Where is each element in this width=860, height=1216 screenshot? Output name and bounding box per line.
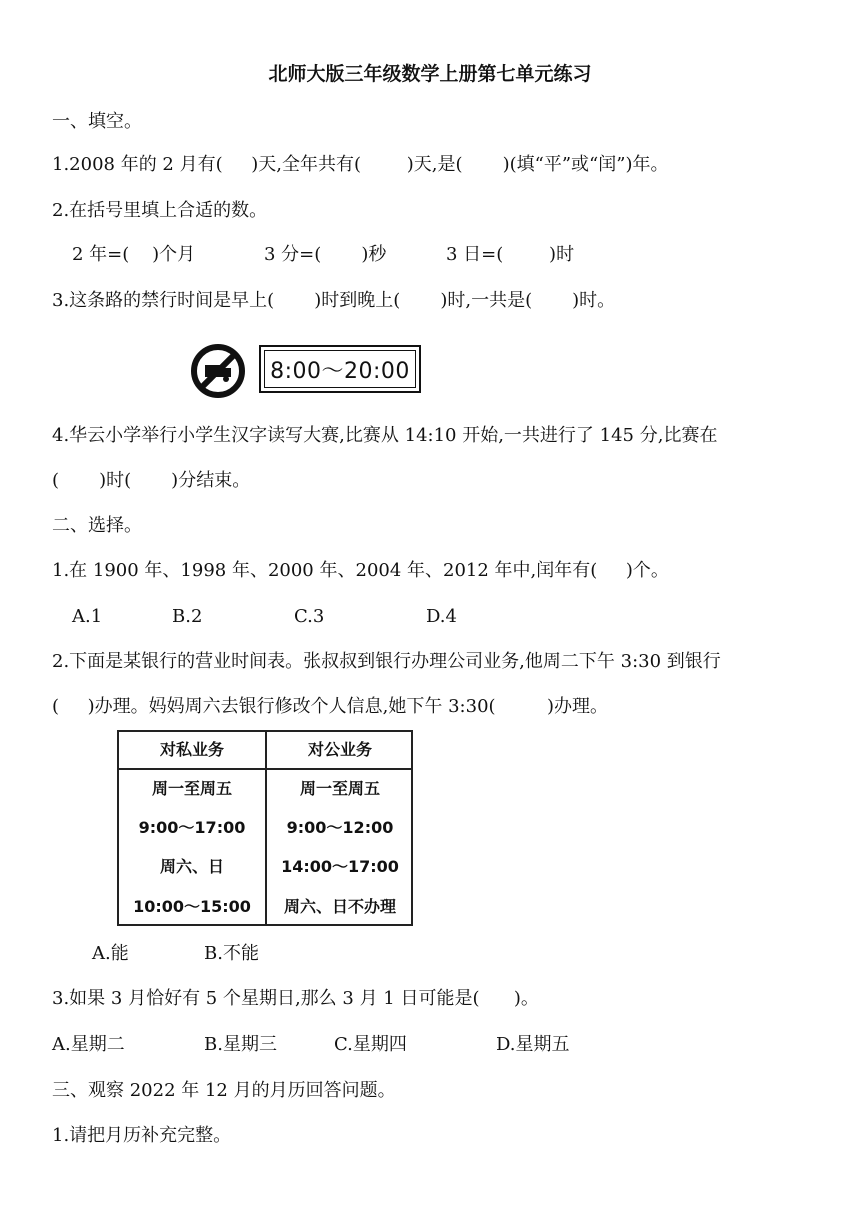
s2-question-1: 1.在 1900 年、1998 年、2000 年、2004 年、2012 年中,闰年有( )个。 bbox=[52, 560, 669, 581]
s2-q2-option-a: A.能 bbox=[92, 943, 129, 964]
s2-q3-option-a: A.星期二 bbox=[52, 1034, 125, 1055]
section2-heading: 二、选择。 bbox=[52, 515, 142, 536]
section3-heading: 三、观察 2022 年 12 月的月历回答问题。 bbox=[52, 1080, 396, 1101]
bank-hours-table bbox=[117, 730, 413, 926]
s2-q2-option-b: B.不能 bbox=[204, 943, 259, 964]
s2-q1-option-a: A.1 bbox=[72, 606, 103, 627]
s2-question-2-line1: 2.下面是某银行的营业时间表。张叔叔到银行办理公司业务,他周二下午 3:30 到银行 bbox=[52, 651, 721, 672]
public-row-4: 周六、日不办理 bbox=[283, 897, 396, 916]
restriction-time-sign bbox=[259, 345, 421, 393]
private-row-2: 9:00～17:00 bbox=[138, 818, 246, 837]
restriction-time: 8:00～20:00 bbox=[270, 358, 410, 384]
public-row-3: 14:00～17:00 bbox=[281, 857, 399, 876]
s2-q1-option-c: C.3 bbox=[294, 606, 325, 627]
no-truck-icon bbox=[190, 343, 246, 399]
header-public: 对公业务 bbox=[307, 740, 372, 759]
public-row-1: 周一至周五 bbox=[299, 779, 380, 798]
s2-question-2-line2: ( )办理。妈妈周六去银行修改个人信息,她下午 3:30( )办理。 bbox=[52, 696, 609, 717]
s1-question-2: 2.在括号里填上合适的数。 bbox=[52, 200, 268, 221]
s2-q3-option-b: B.星期三 bbox=[204, 1034, 277, 1055]
s1-question-4-line1: 4.华云小学举行小学生汉字读写大赛,比赛从 14:10 开始,一共进行了 145 分,比赛在 bbox=[52, 425, 718, 446]
public-row-2: 9:00～12:00 bbox=[286, 818, 394, 837]
s1-q2-item-years: 2 年=( )个月 bbox=[72, 244, 196, 265]
private-row-3: 周六、日 bbox=[159, 857, 224, 876]
s2-q1-option-b: B.2 bbox=[172, 606, 203, 627]
section1-heading: 一、填空。 bbox=[52, 111, 142, 132]
table-header-line bbox=[119, 768, 411, 770]
s2-question-3: 3.如果 3 月恰好有 5 个星期日,那么 3 月 1 日可能是( )。 bbox=[52, 988, 539, 1009]
s2-q3-option-d: D.星期五 bbox=[496, 1034, 570, 1055]
page-title: 北师大版三年级数学上册第七单元练习 bbox=[268, 63, 592, 85]
s2-q3-option-c: C.星期四 bbox=[334, 1034, 407, 1055]
s3-question-1: 1.请把月历补充完整。 bbox=[52, 1125, 232, 1146]
private-row-4: 10:00～15:00 bbox=[133, 897, 251, 916]
private-row-1: 周一至周五 bbox=[151, 779, 232, 798]
s1-question-4-line2: ( )时( )分结束。 bbox=[52, 470, 251, 491]
s1-q2-item-days: 3 日=( )时 bbox=[446, 244, 575, 265]
s1-q2-item-minutes: 3 分=( )秒 bbox=[264, 244, 387, 265]
s1-question-1: 1.2008 年的 2 月有( )天,全年共有( )天,是( )(填“平”或“闰”)年。 bbox=[52, 154, 669, 175]
header-private: 对私业务 bbox=[159, 740, 224, 759]
s1-question-3: 3.这条路的禁行时间是早上( )时到晚上( )时,一共是( )时。 bbox=[52, 290, 616, 311]
s2-q1-option-d: D.4 bbox=[426, 606, 457, 627]
